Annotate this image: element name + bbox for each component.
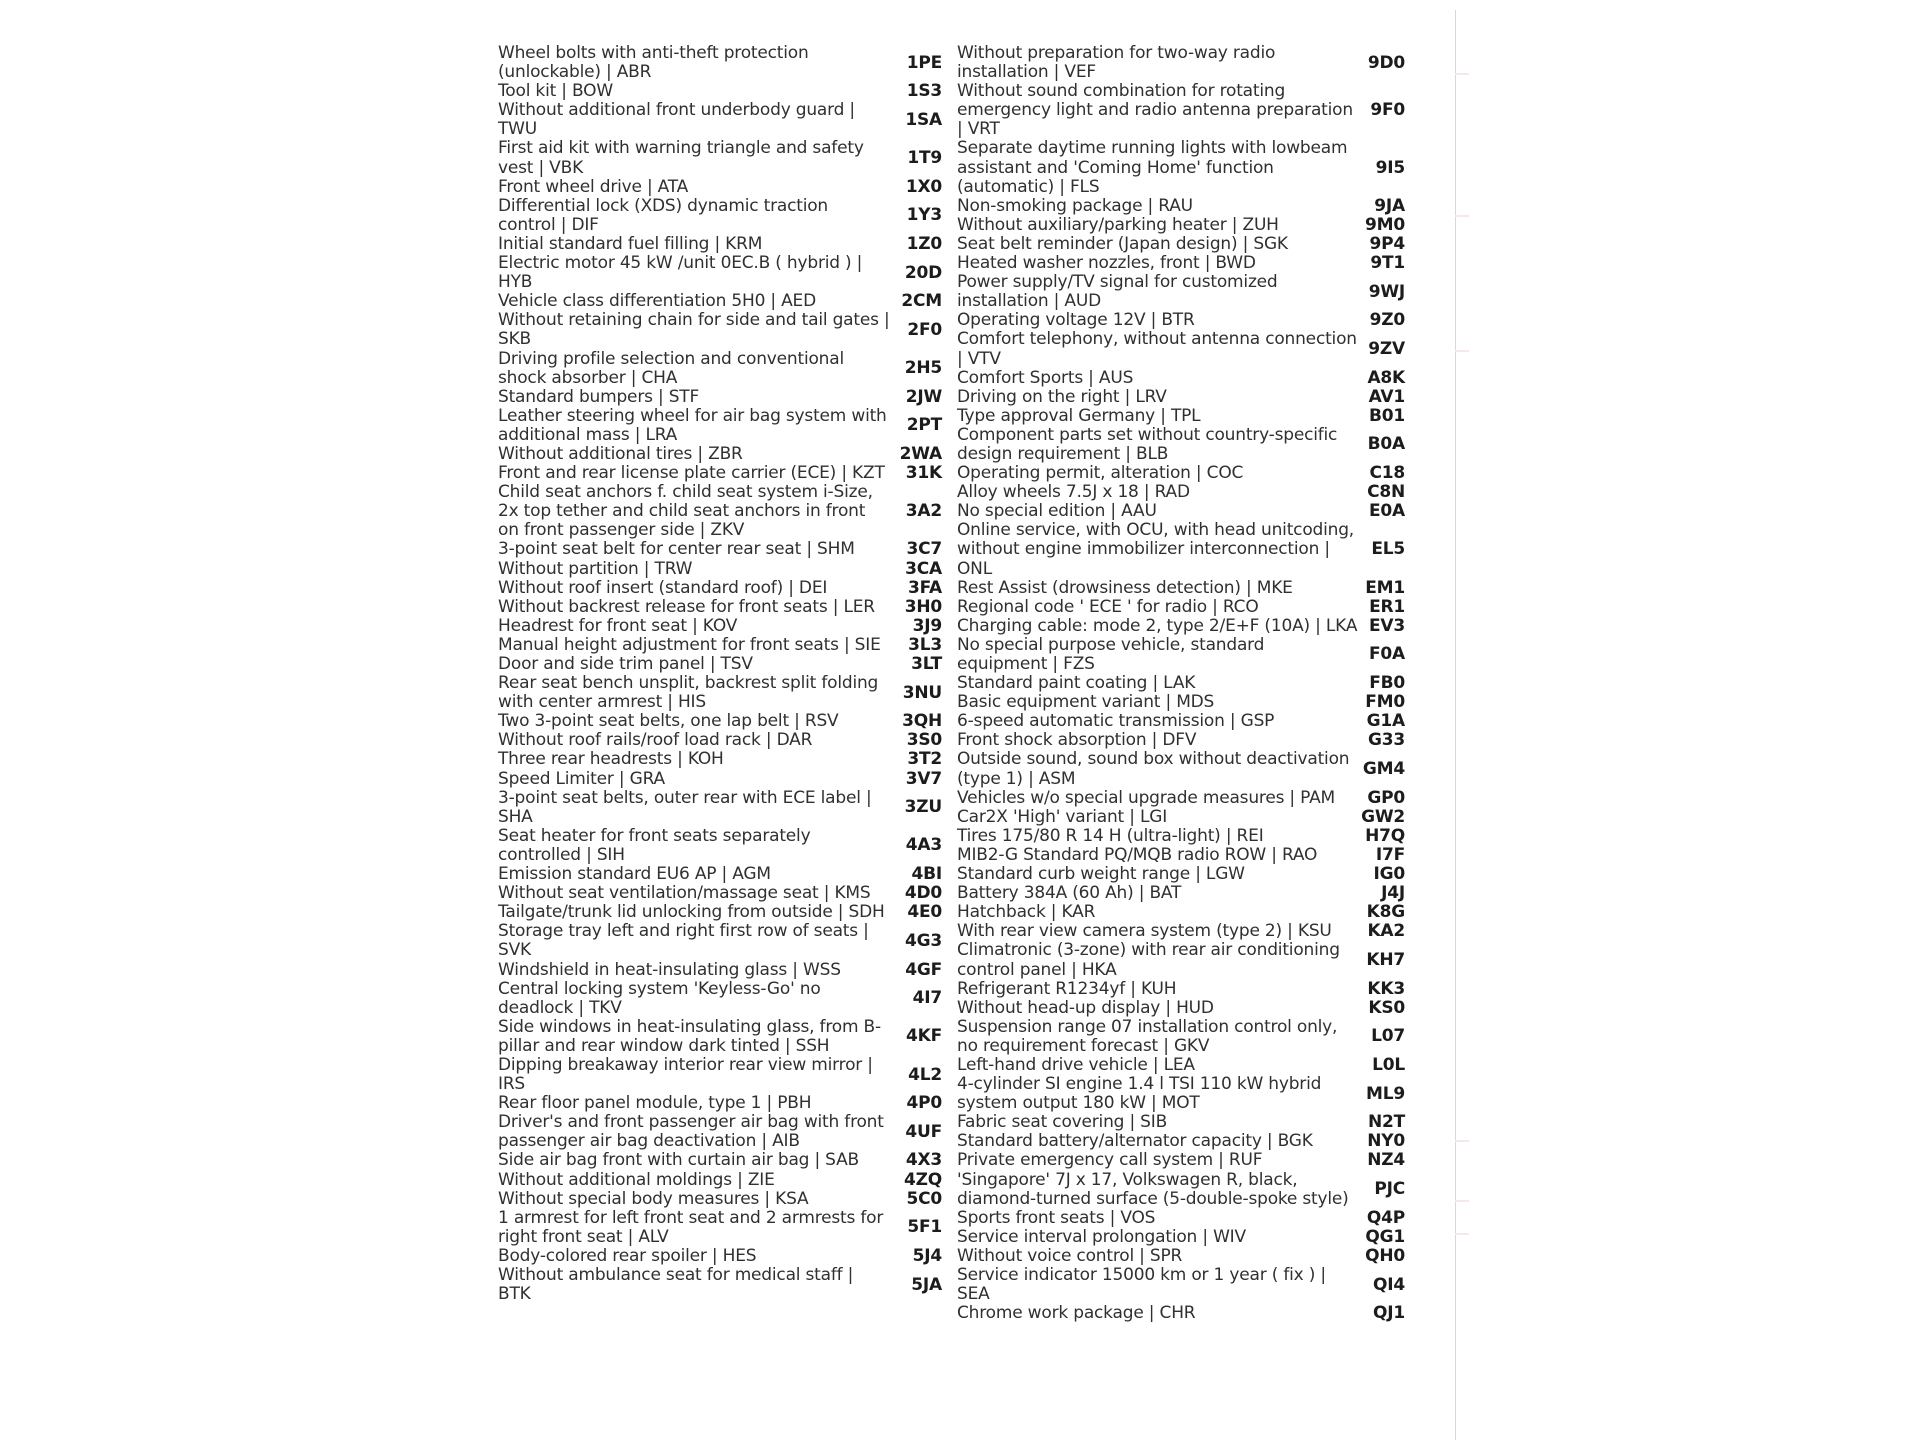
option-description: Driving on the right | LRV	[957, 386, 1167, 407]
option-row	[498, 884, 942, 903]
option-description: 4-cylinder SI engine 1.4 l TSI 110 kW hybrid system output 180 kW | MOT	[957, 1074, 1322, 1114]
option-description: Tires 175/80 R 14 H (ultra-light) | REI	[957, 825, 1264, 846]
option-code: 1Y3	[906, 205, 942, 226]
option-description: Basic equipment variant | MDS	[957, 692, 1215, 713]
option-code: 3ZU	[904, 797, 942, 818]
option-code: L0L	[1372, 1054, 1405, 1075]
option-row	[957, 941, 1405, 979]
option-code: 5C0	[906, 1188, 942, 1209]
option-row	[498, 770, 942, 789]
option-code: 4P0	[906, 1093, 942, 1114]
option-code: 20D	[904, 262, 942, 283]
option-description: 6-speed automatic transmission | GSP	[957, 711, 1275, 732]
option-code: KA2	[1367, 921, 1405, 942]
option-code: 9Z0	[1369, 310, 1405, 331]
option-row	[498, 1094, 942, 1113]
option-code: ML9	[1366, 1083, 1405, 1104]
option-code: EL5	[1371, 539, 1405, 560]
option-row	[957, 750, 1405, 788]
option-code: 2JW	[905, 386, 942, 407]
option-row	[498, 540, 942, 559]
option-description: Driver's and front passenger air bag with front passenger air bag deactivation | AIB	[498, 1112, 884, 1152]
option-row	[498, 655, 942, 674]
option-code: 9D0	[1367, 52, 1405, 73]
option-description: Component parts set without country-specific design requirement | BLB	[957, 424, 1338, 464]
option-code: NY0	[1367, 1131, 1405, 1152]
option-code: E0A	[1369, 501, 1405, 522]
page-edge-divider	[1455, 10, 1456, 1440]
option-code: 1T9	[907, 148, 942, 169]
option-description: Without additional tires | ZBR	[498, 443, 743, 464]
option-code: 2PT	[906, 415, 942, 436]
option-row	[498, 903, 942, 922]
option-code: B0A	[1367, 434, 1405, 455]
option-description: Dipping breakaway interior rear view mirror | IRS	[498, 1054, 873, 1095]
option-description: Without ambulance seat for medical staff | BTK	[498, 1265, 854, 1305]
option-row	[498, 750, 942, 769]
option-row	[498, 1151, 942, 1170]
option-row	[957, 579, 1405, 598]
option-description: Emission standard EU6 AP | AGM	[498, 864, 771, 885]
option-row	[498, 922, 942, 960]
option-row	[957, 712, 1405, 731]
option-row	[498, 254, 942, 292]
option-row	[957, 388, 1405, 407]
scan-artifact-tick	[1455, 1200, 1469, 1202]
option-row	[957, 884, 1405, 903]
option-description: Heated washer nozzles, front | BWD	[957, 253, 1256, 274]
option-row	[957, 235, 1405, 254]
option-description: Without retaining chain for side and tail gates | SKB	[498, 310, 890, 350]
option-row	[498, 464, 942, 483]
option-row	[957, 330, 1405, 368]
option-code: 2WA	[899, 443, 942, 464]
option-code: 3V7	[905, 768, 942, 789]
option-row	[957, 1132, 1405, 1151]
option-description: Standard curb weight range | LGW	[957, 864, 1245, 885]
option-code: FM0	[1365, 692, 1405, 713]
option-description: Differential lock (XDS) dynamic traction control | DIF	[498, 195, 828, 235]
option-row	[498, 712, 942, 731]
option-code: QH0	[1365, 1245, 1405, 1266]
option-row	[957, 407, 1405, 426]
option-code: AV1	[1368, 386, 1405, 407]
option-description: Wheel bolts with anti-theft protection (unlockable) | ABR	[498, 43, 809, 83]
option-code: Q4P	[1366, 1207, 1405, 1228]
option-code: 31K	[905, 463, 942, 484]
option-code: 5JA	[911, 1274, 942, 1295]
option-description: Alloy wheels 7.5J x 18 | RAD	[957, 482, 1190, 503]
option-code: L07	[1371, 1026, 1405, 1047]
option-description: Child seat anchors f. child seat system i-Size, 2x top tether and child seat anchors in front on front passenger side | ZKV	[498, 482, 873, 541]
option-description: Vehicle class differentiation 5H0 | AED	[498, 291, 816, 312]
option-code: 3C7	[906, 539, 942, 560]
option-description: With rear view camera system (type 2) | KSU	[957, 921, 1332, 942]
option-row	[498, 388, 942, 407]
option-code: 3L3	[908, 634, 942, 655]
option-description: Front and rear license plate carrier (ECE) | KZT	[498, 463, 885, 484]
option-description: Two 3-point seat belts, one lap belt | RSV	[498, 711, 839, 732]
option-description: Speed Limiter | GRA	[498, 768, 665, 789]
option-code: EV3	[1369, 615, 1405, 636]
option-code: 4X3	[905, 1150, 942, 1171]
option-code: QJ1	[1372, 1303, 1405, 1324]
option-code: 4ZQ	[903, 1169, 942, 1190]
option-description: Electric motor 45 kW /unit 0EC.B ( hybrid ) | HYB	[498, 253, 863, 293]
option-description: Tool kit | BOW	[498, 81, 613, 102]
option-row	[957, 1075, 1405, 1113]
option-code: FB0	[1369, 673, 1405, 694]
option-description: Central locking system 'Keyless-Go' no deadlock | TKV	[498, 978, 821, 1018]
option-description: 3-point seat belts, outer rear with ECE label | SHA	[498, 787, 872, 827]
option-row	[498, 350, 942, 388]
option-row	[498, 980, 942, 1018]
option-row	[498, 139, 942, 177]
option-description: Without preparation for two-way radio installation | VEF	[957, 43, 1276, 83]
option-description: MIB2-G Standard PQ/MQB radio ROW | RAO	[957, 844, 1318, 865]
option-row	[498, 560, 942, 579]
option-description: Chrome work package | CHR	[957, 1303, 1196, 1324]
option-code: 1X0	[905, 176, 942, 197]
option-row	[957, 922, 1405, 941]
option-row	[957, 44, 1405, 82]
option-description: Seat belt reminder (Japan design) | SGK	[957, 233, 1288, 254]
option-code: ER1	[1369, 596, 1405, 617]
option-code: KS0	[1368, 997, 1405, 1018]
scan-artifact-tick	[1455, 215, 1469, 217]
option-description: Non-smoking package | RAU	[957, 195, 1193, 216]
option-row	[957, 1171, 1405, 1209]
option-row	[498, 311, 942, 349]
option-row	[498, 1056, 942, 1094]
option-description: Without additional moldings | ZIE	[498, 1169, 775, 1190]
option-description: Type approval Germany | TPL	[957, 405, 1201, 426]
scan-artifact-tick	[1455, 1233, 1469, 1235]
option-code: 9I5	[1375, 157, 1405, 178]
option-code: 4D0	[904, 883, 942, 904]
option-row	[957, 1151, 1405, 1170]
option-code: 4G3	[904, 930, 942, 951]
option-row	[957, 617, 1405, 636]
option-description: Separate daytime running lights with lowbeam assistant and 'Coming Home' function (automatic) | FLS	[957, 138, 1348, 197]
option-code: B01	[1368, 405, 1405, 426]
option-code: 2H5	[904, 358, 942, 379]
option-row	[498, 178, 942, 197]
option-code: 3S0	[906, 730, 942, 751]
option-description: Left-hand drive vehicle | LEA	[957, 1054, 1195, 1075]
option-description: Service interval prolongation | WIV	[957, 1226, 1246, 1247]
option-code: 9M0	[1365, 214, 1405, 235]
options-column-left	[498, 44, 942, 1304]
option-row	[498, 1190, 942, 1209]
option-description: Climatronic (3-zone) with rear air conditioning control panel | HKA	[957, 940, 1340, 980]
option-code: I7F	[1375, 844, 1405, 865]
option-description: Suspension range 07 installation control only, no requirement forecast | GKV	[957, 1016, 1338, 1056]
option-code: 1S3	[906, 81, 942, 102]
option-row	[957, 197, 1405, 216]
option-row	[498, 731, 942, 750]
option-description: Side air bag front with curtain air bag | SAB	[498, 1150, 859, 1171]
option-code: 4KF	[905, 1026, 942, 1047]
option-description: Rear floor panel module, type 1 | PBH	[498, 1093, 812, 1114]
option-code: 2CM	[901, 291, 942, 312]
option-description: Without backrest release for front seats | LER	[498, 596, 875, 617]
option-description: Battery 384A (60 Ah) | BAT	[957, 883, 1182, 904]
option-row	[498, 1018, 942, 1056]
option-row	[957, 999, 1405, 1018]
option-description: Refrigerant R1234yf | KUH	[957, 978, 1177, 999]
option-row	[957, 273, 1405, 311]
option-description: Driving profile selection and conventional shock absorber | CHA	[498, 348, 844, 388]
option-description: Power supply/TV signal for customized installation | AUD	[957, 272, 1278, 312]
option-description: 3-point seat belt for center rear seat | SHM	[498, 539, 855, 560]
option-description: Fabric seat covering | SIB	[957, 1112, 1168, 1133]
option-description: Side windows in heat-insulating glass, from B-pillar and rear window dark tinted | SSH	[498, 1016, 881, 1056]
option-description: Without seat ventilation/massage seat | KMS	[498, 883, 871, 904]
option-row	[957, 139, 1405, 196]
option-description: Headrest for front seat | KOV	[498, 615, 738, 636]
option-row	[498, 235, 942, 254]
option-description: Operating permit, alteration | COC	[957, 463, 1244, 484]
option-row	[957, 502, 1405, 521]
option-row	[498, 197, 942, 235]
option-code: 4E0	[907, 902, 942, 923]
option-code: GW2	[1361, 806, 1405, 827]
option-row	[498, 789, 942, 827]
option-row	[957, 693, 1405, 712]
option-row	[957, 598, 1405, 617]
option-code: 3CA	[905, 558, 942, 579]
option-code: 4L2	[908, 1064, 942, 1085]
option-row	[957, 903, 1405, 922]
option-description: Without partition | TRW	[498, 558, 693, 579]
option-code: KH7	[1366, 949, 1405, 970]
option-row	[957, 1056, 1405, 1075]
option-row	[957, 311, 1405, 330]
option-description: Three rear headrests | KOH	[498, 749, 724, 770]
option-row	[498, 1209, 942, 1247]
option-description: 'Singapore' 7J x 17, Volkswagen R, black, diamond-turned surface (5-double-spoke style)	[957, 1169, 1349, 1209]
option-row	[957, 82, 1405, 139]
option-row	[957, 865, 1405, 884]
option-code: 3T2	[907, 749, 942, 770]
option-row	[498, 1113, 942, 1151]
option-description: Without head-up display | HUD	[957, 997, 1214, 1018]
option-row	[498, 579, 942, 598]
option-description: First aid kit with warning triangle and safety vest | VBK	[498, 138, 864, 178]
option-code: 4A3	[905, 835, 942, 856]
option-description: Front wheel drive | ATA	[498, 176, 689, 197]
option-code: 3LT	[911, 654, 942, 674]
option-row	[957, 1018, 1405, 1056]
option-description: No special edition | AAU	[957, 501, 1157, 522]
option-row	[957, 808, 1405, 827]
option-row	[498, 407, 942, 445]
option-code: QG1	[1365, 1226, 1405, 1247]
option-description: Hatchback | KAR	[957, 902, 1096, 923]
option-code: 1SA	[905, 109, 942, 130]
option-description: Without voice control | SPR	[957, 1245, 1183, 1266]
option-code: IG0	[1373, 864, 1405, 885]
option-code: QI4	[1372, 1274, 1405, 1295]
scan-artifact-tick	[1455, 350, 1469, 352]
option-code: G33	[1367, 730, 1405, 751]
option-description: Without special body measures | KSA	[498, 1188, 809, 1209]
option-description: Outside sound, sound box without deactivation (type 1) | ASM	[957, 749, 1350, 789]
option-description: Body-colored rear spoiler | HES	[498, 1245, 757, 1266]
option-row	[957, 1228, 1405, 1247]
option-code: J4J	[1381, 883, 1405, 904]
option-row	[957, 483, 1405, 502]
option-row	[957, 216, 1405, 235]
option-row	[498, 82, 942, 101]
option-row	[498, 292, 942, 311]
option-code: 3A2	[905, 501, 942, 522]
option-row	[957, 674, 1405, 693]
option-code: PJC	[1374, 1179, 1405, 1200]
option-description: Rest Assist (drowsiness detection) | MKE	[957, 577, 1293, 598]
option-description: Without roof rails/roof load rack | DAR	[498, 730, 813, 751]
option-description: Leather steering wheel for air bag system with additional mass | LRA	[498, 405, 887, 445]
option-row	[498, 101, 942, 139]
options-column-right	[957, 44, 1405, 1323]
option-description: Standard bumpers | STF	[498, 386, 700, 407]
option-code: 3NU	[902, 682, 942, 703]
option-description: Comfort telephony, without antenna connection | VTV	[957, 329, 1357, 369]
option-description: No special purpose vehicle, standard equipment | FZS	[957, 634, 1265, 674]
option-code: C18	[1369, 463, 1405, 484]
option-code: 9JA	[1374, 195, 1405, 216]
option-description: Without roof insert (standard roof) | DEI	[498, 577, 828, 598]
option-code: GP0	[1367, 787, 1405, 808]
option-description: Operating voltage 12V | BTR	[957, 310, 1195, 331]
option-code: A8K	[1367, 367, 1405, 388]
option-row	[957, 426, 1405, 464]
option-code: 3FA	[907, 577, 942, 598]
option-code: EM1	[1365, 577, 1405, 598]
option-description: Without sound combination for rotating emergency light and radio antenna preparation | VRT	[957, 81, 1353, 140]
option-row	[957, 464, 1405, 483]
option-description: Private emergency call system | RUF	[957, 1150, 1263, 1171]
option-row	[498, 1247, 942, 1266]
option-row	[957, 1247, 1405, 1266]
option-code: 2F0	[907, 319, 942, 340]
option-description: Regional code ' ECE ' for radio | RCO	[957, 596, 1259, 617]
option-description: Storage tray left and right first row of seats | SVK	[498, 921, 869, 961]
option-row	[498, 44, 942, 82]
option-code: 1PE	[906, 52, 942, 73]
option-description: 1 armrest for left front seat and 2 armrests for right front seat | ALV	[498, 1207, 884, 1247]
option-code: 9F0	[1370, 100, 1405, 121]
option-description: Without auxiliary/parking heater | ZUH	[957, 214, 1279, 235]
option-description: Online service, with OCU, with head unitcoding, without engine immobilizer interconnection | ONL	[957, 520, 1354, 579]
option-code: 9T1	[1370, 253, 1405, 274]
option-code: 3QH	[902, 711, 942, 732]
option-description: Service indicator 15000 km or 1 year ( fix ) | SEA	[957, 1265, 1326, 1305]
option-row	[957, 1113, 1405, 1132]
option-row	[498, 1171, 942, 1190]
option-row	[957, 636, 1405, 674]
option-row	[498, 1266, 942, 1304]
option-row	[957, 1266, 1405, 1304]
option-description: Tailgate/trunk lid unlocking from outside | SDH	[498, 902, 885, 923]
option-description: Door and side trim panel | TSV	[498, 654, 753, 674]
option-code: 4UF	[905, 1121, 942, 1142]
option-description: Manual height adjustment for front seats | SIE	[498, 634, 881, 655]
option-description: Standard paint coating | LAK	[957, 673, 1196, 694]
option-row	[957, 846, 1405, 865]
option-row	[957, 1304, 1405, 1323]
option-row	[498, 445, 942, 464]
option-code: G1A	[1366, 711, 1405, 732]
option-code: 4I7	[912, 988, 942, 1009]
option-row	[957, 827, 1405, 846]
option-code: 9WJ	[1368, 281, 1405, 302]
option-description: Without additional front underbody guard | TWU	[498, 100, 855, 140]
option-code: KK3	[1367, 978, 1405, 999]
option-description: Car2X 'High' variant | LGI	[957, 806, 1168, 827]
option-description: Seat heater for front seats separately controlled | SIH	[498, 825, 811, 865]
option-code: 5F1	[907, 1217, 942, 1238]
option-row	[498, 674, 942, 712]
option-code: NZ4	[1367, 1150, 1405, 1171]
scan-artifact-tick	[1455, 1140, 1469, 1142]
option-row	[957, 369, 1405, 388]
option-row	[498, 617, 942, 636]
option-row	[498, 636, 942, 655]
option-code: 3H0	[904, 596, 942, 617]
option-description: Windshield in heat-insulating glass | WSS	[498, 959, 841, 980]
option-code: F0A	[1369, 644, 1405, 665]
option-description: Rear seat bench unsplit, backrest split folding with center armrest | HIS	[498, 673, 879, 713]
option-code: 9P4	[1369, 233, 1405, 254]
option-row	[957, 789, 1405, 808]
option-description: Front shock absorption | DFV	[957, 730, 1197, 751]
option-row	[957, 980, 1405, 999]
option-row	[498, 865, 942, 884]
option-description: Sports front seats | VOS	[957, 1207, 1156, 1228]
option-description: Charging cable: mode 2, type 2/E+F (10A) | LKA	[957, 615, 1358, 636]
option-row	[498, 598, 942, 617]
option-code: 5J4	[912, 1245, 942, 1266]
option-code: 1Z0	[906, 233, 942, 254]
option-description: Vehicles w/o special upgrade measures | PAM	[957, 787, 1336, 808]
option-code: K8G	[1366, 902, 1405, 923]
option-row	[957, 254, 1405, 273]
option-row	[498, 961, 942, 980]
option-row	[498, 483, 942, 540]
option-row	[957, 731, 1405, 750]
option-row	[957, 521, 1405, 578]
option-code: C8N	[1367, 482, 1405, 503]
option-description: Comfort Sports | AUS	[957, 367, 1134, 388]
option-code: 4BI	[911, 864, 942, 885]
option-row	[498, 827, 942, 865]
option-code: H7Q	[1365, 825, 1405, 846]
option-description: Standard battery/alternator capacity | BGK	[957, 1131, 1313, 1152]
option-row	[957, 1209, 1405, 1228]
option-code: GM4	[1362, 759, 1405, 780]
scan-artifact-tick	[1455, 73, 1469, 75]
option-description: Initial standard fuel filling | KRM	[498, 233, 763, 254]
option-code: 4GF	[905, 959, 942, 980]
option-code: N2T	[1367, 1112, 1405, 1133]
option-code: 3J9	[912, 615, 942, 636]
option-code: 9ZV	[1368, 338, 1405, 359]
